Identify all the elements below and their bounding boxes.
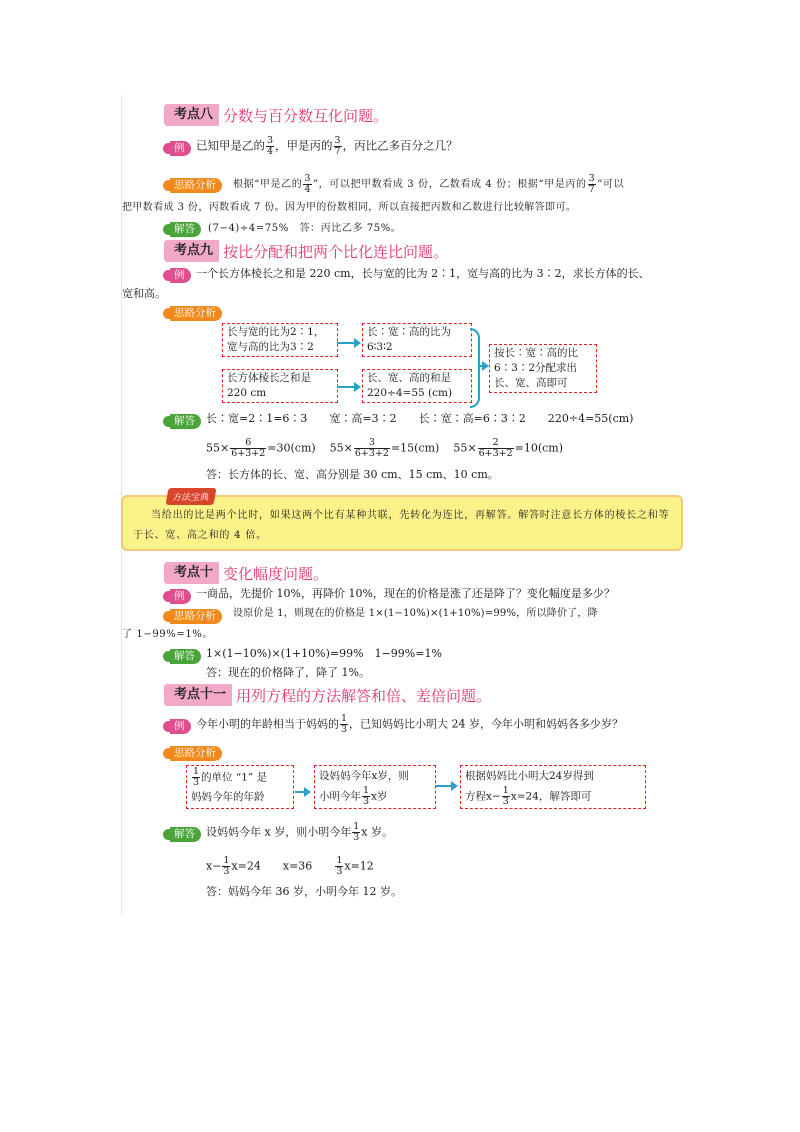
answer-line2: 答：现在的价格降了，降了 1%。 — [206, 666, 370, 679]
flow-box-ratios: 长与宽的比为2∶1， 宽与高的比为3∶2 — [222, 323, 338, 357]
section-10-header — [164, 562, 328, 584]
section-9-header — [164, 240, 448, 262]
example-label: 例 — [163, 589, 191, 604]
analysis-label: 思路分析 — [163, 178, 222, 193]
flow-box-dimension-sum: 长、宽、高的和是 220÷4=55 (cm) — [362, 369, 472, 403]
section-title: 用列方程的方法解答和倍、差倍问题。 — [236, 686, 492, 705]
analysis-label: 思路分析 — [163, 746, 222, 761]
arrow-right-icon — [337, 342, 355, 344]
analysis-text-line2: 把甲数看成 3 份，丙数看成 7 份。因为甲的份数相同，所以直接把丙数和乙数进行比较解答即可。 — [122, 202, 577, 213]
section-title: 变化幅度问题。 — [223, 564, 329, 583]
section-8-header — [164, 104, 388, 126]
example-label: 例 — [163, 268, 191, 283]
tips-tag: 方法宝典 — [166, 488, 217, 505]
section-tag: 考点十 — [164, 562, 219, 584]
answer-conclusion: 答：妈妈今年 36 岁，小明今年 12 岁。 — [206, 885, 402, 898]
flow-box-edge-sum: 长方体棱长之和是 220 cm — [222, 369, 338, 403]
method-tips-box — [121, 495, 683, 551]
answer-line2: 55× $\frac{6}{6+3+2}$ =30(cm) 55× $\frac{3}{6+3+2}$ =15(cm) 55× $\frac{2}{6+3+2}$ =10(cm) — [206, 437, 564, 459]
answer-line1: 设妈妈今年 x 岁，则小明今年 $\frac{1}{3}$ x 岁。 — [206, 821, 393, 843]
analysis-label: 思路分析 — [163, 609, 222, 624]
answer-label: 解答 — [163, 414, 201, 429]
example-label: 例 — [163, 141, 191, 156]
example-text: 今年小明的年龄相当于妈妈的 $\frac{1}{3}$ ，已知妈妈比小明大 24 岁，今年小明和妈妈各多少岁？ — [196, 713, 624, 735]
answer-label: 解答 — [163, 827, 201, 842]
answer-label: 解答 — [163, 649, 201, 664]
section-tag: 考点十一 — [164, 684, 232, 706]
arrow-right-icon — [479, 365, 483, 367]
arrow-right-icon — [295, 791, 305, 793]
analysis-label: 思路分析 — [163, 306, 222, 321]
answer-equations: x− $\frac{1}{3}$ x=24 x=36 $\frac{1}{3}$ x=12 — [206, 855, 374, 877]
answer-line1: 1×(1−10%)×(1+10%)=99% 1−99%=1% — [206, 647, 442, 660]
example-text: 一商品，先提价 10%，再降价 10%，现在的价格是涨了还是降了？变化幅度是多少？ — [196, 587, 615, 600]
flow-box-equation: 根据妈妈比小明大24岁得到 方程x− $\frac{1}{3}$ x=24，解答即可 — [460, 765, 646, 809]
arrow-right-icon — [436, 785, 452, 787]
analysis-text-line1: 设原价是 1，则现在的价格是 1×(1−10%)×(1+10%)=99%，所以降价了，降 — [233, 608, 598, 619]
answer-label: 解答 — [163, 222, 201, 237]
section-tag: 考点八 — [164, 104, 219, 126]
answer-text: (7−4)÷4=75% 答：丙比乙多 75%。 — [208, 223, 402, 234]
answer-line3: 答：长方体的长、宽、高分别是 30 cm、15 cm、10 cm。 — [206, 468, 499, 481]
example-text: 已知甲是乙的 $\frac{3}{4}$ ，甲是丙的 $\frac{3}{7}$ ，丙比乙多百分之几？ — [196, 135, 458, 157]
section-11-header — [164, 684, 491, 706]
arrow-right-icon — [337, 386, 355, 388]
example-label: 例 — [163, 719, 191, 734]
analysis-text-line1: 根据“甲是乙的 $\frac{3}{4}$ ”，可以把甲数看成 3 份，乙数看成 4 份；根据“甲是丙的 $\frac{3}{7}$ ”可以 — [233, 173, 625, 195]
example-text-line2: 宽和高。 — [122, 287, 166, 300]
answer-line1: 长∶宽=2∶1=6∶3 宽∶高=3∶2 长∶宽∶高=6∶3∶2 220÷4=55(cm) — [206, 412, 634, 425]
section-title: 按比分配和把两个比化连比问题。 — [223, 242, 449, 261]
section-tag: 考点九 — [164, 240, 219, 262]
section-title: 分数与百分数互化问题。 — [223, 106, 389, 125]
example-text-line1: 一个长方体棱长之和是 220 cm，长与宽的比为 2∶1，宽与高的比为 3∶2，求长方体的长、 — [196, 267, 650, 280]
analysis-text-line2: 了 1−99%=1%。 — [122, 629, 213, 640]
tips-text: 当给出的比是两个比时，如果这两个比有某种共联，先转化为连比，再解答。解答时注意长方体的棱长之和等于长、宽、高之和的 4 倍。 — [133, 510, 670, 541]
flow-box-combined-ratio: 长∶宽∶高的比为 6∶3∶2 — [362, 323, 472, 357]
flow-box-conclusion: 按长∶宽∶高的比 6∶3∶2分配求出 长、宽、高即可 — [489, 344, 597, 393]
brace-connector — [470, 328, 480, 408]
flow-box-variable: 设妈妈今年x岁，则 小明今年 $\frac{1}{3}$ x岁 — [314, 765, 436, 809]
flow-box-unit: $\frac{1}{3}$ 的单位 “1” 是 妈妈今年的年龄 — [186, 765, 294, 809]
